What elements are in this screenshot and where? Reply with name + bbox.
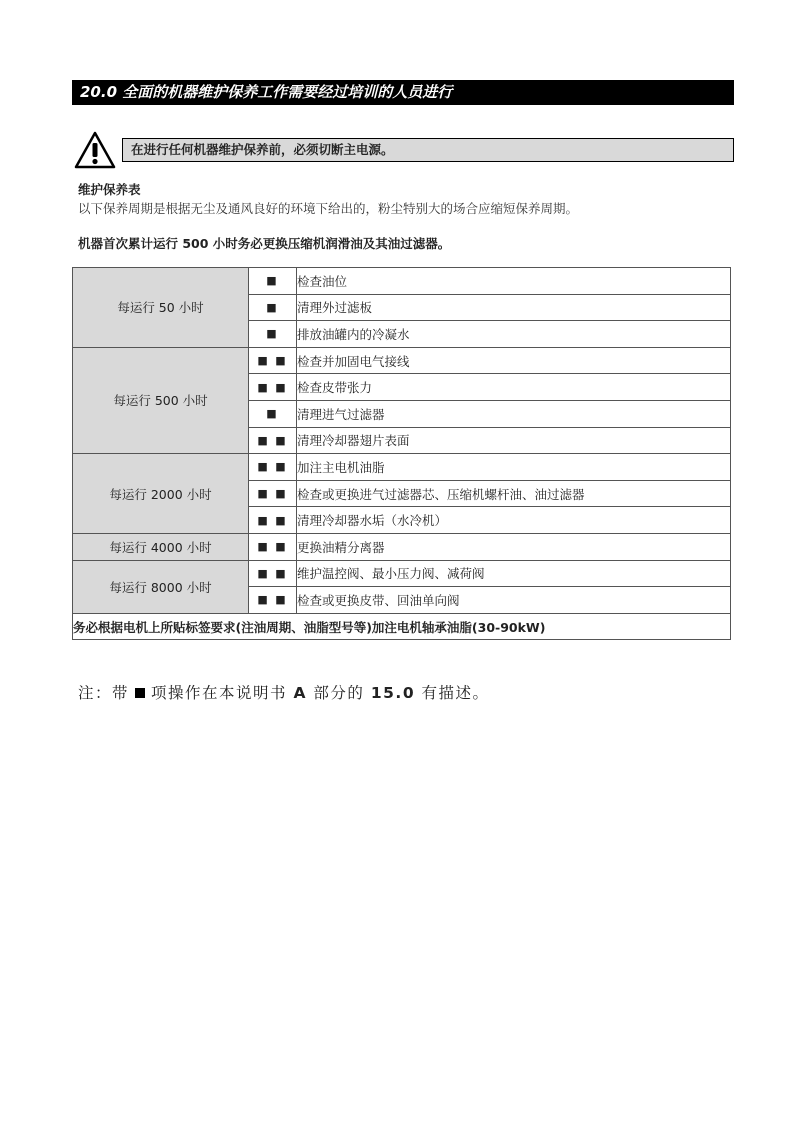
mark-cell: ■: [249, 268, 297, 295]
mark-cell: ■ ■: [249, 507, 297, 534]
task-cell: 加注主电机油脂: [297, 454, 731, 481]
mark-cell: ■ ■: [249, 454, 297, 481]
mark-cell: ■ ■: [249, 587, 297, 614]
task-cell: 检查油位: [297, 268, 731, 295]
table-footer-row: [73, 613, 731, 640]
task-cell: 清理冷却器水垢（水冷机）: [297, 507, 731, 534]
interval-cell: 每运行 2000 小时: [73, 454, 249, 534]
mark-cell: ■ ■: [249, 533, 297, 560]
table-row: [73, 533, 731, 560]
table-row: [73, 454, 731, 481]
warning-triangle-icon: [74, 131, 116, 169]
interval-cell: 每运行 4000 小时: [73, 533, 249, 560]
section-title: 20.0 全面的机器维护保养工作需要经过培训的人员进行: [72, 80, 734, 105]
note-section: 15.0: [370, 684, 416, 702]
note-prefix: 注：带: [78, 684, 130, 702]
task-cell: 检查或更换进气过滤器芯、压缩机螺杆油、油过滤器: [297, 480, 731, 507]
note-suffix: 有描述。: [421, 684, 490, 702]
table-row: [73, 268, 731, 295]
task-cell: 排放油罐内的冷凝水: [297, 321, 731, 348]
note-part: A: [293, 684, 307, 702]
note-part-suffix: 部分的: [313, 684, 365, 702]
task-cell: 检查或更换皮带、回油单向阀: [297, 587, 731, 614]
maintenance-table: [72, 267, 731, 640]
warning-box: 在进行任何机器维护保养前，必须切断主电源。: [122, 138, 734, 162]
mark-cell: ■ ■: [249, 560, 297, 587]
table-row: [73, 347, 731, 374]
mark-cell: ■: [249, 400, 297, 427]
task-cell: 检查皮带张力: [297, 374, 731, 401]
note-middle: 项操作在本说明书: [151, 684, 288, 702]
mark-cell: ■: [249, 294, 297, 321]
first-run-note: 机器首次累计运行 500 小时务必更换压缩机润滑油及其油过滤器。: [78, 236, 451, 251]
task-cell: 清理进气过滤器: [297, 400, 731, 427]
square-mark-icon: [135, 688, 145, 698]
task-cell: 检查并加固电气接线: [297, 347, 731, 374]
mark-cell: ■ ■: [249, 480, 297, 507]
table-footer: 务必根据电机上所贴标签要求(注油周期、油脂型号等)加注电机轴承油脂(30-90kW): [73, 613, 731, 640]
interval-cell: 每运行 500 小时: [73, 347, 249, 453]
task-cell: 清理外过滤板: [297, 294, 731, 321]
mark-cell: ■ ■: [249, 347, 297, 374]
interval-cell: 每运行 50 小时: [73, 268, 249, 348]
table-row: [73, 560, 731, 587]
mark-cell: ■ ■: [249, 374, 297, 401]
mark-cell: ■ ■: [249, 427, 297, 454]
task-cell: 更换油精分离器: [297, 533, 731, 560]
bottom-note: [78, 681, 490, 703]
task-cell: 维护温控阀、最小压力阀、减荷阀: [297, 560, 731, 587]
interval-cell: 每运行 8000 小时: [73, 560, 249, 613]
task-cell: 清理冷却器翅片表面: [297, 427, 731, 454]
schedule-description: 以下保养周期是根据无尘及通风良好的环境下给出的，粉尘特别大的场合应缩短保养周期。: [78, 201, 579, 216]
schedule-title: 维护保养表: [78, 182, 141, 197]
mark-cell: ■: [249, 321, 297, 348]
